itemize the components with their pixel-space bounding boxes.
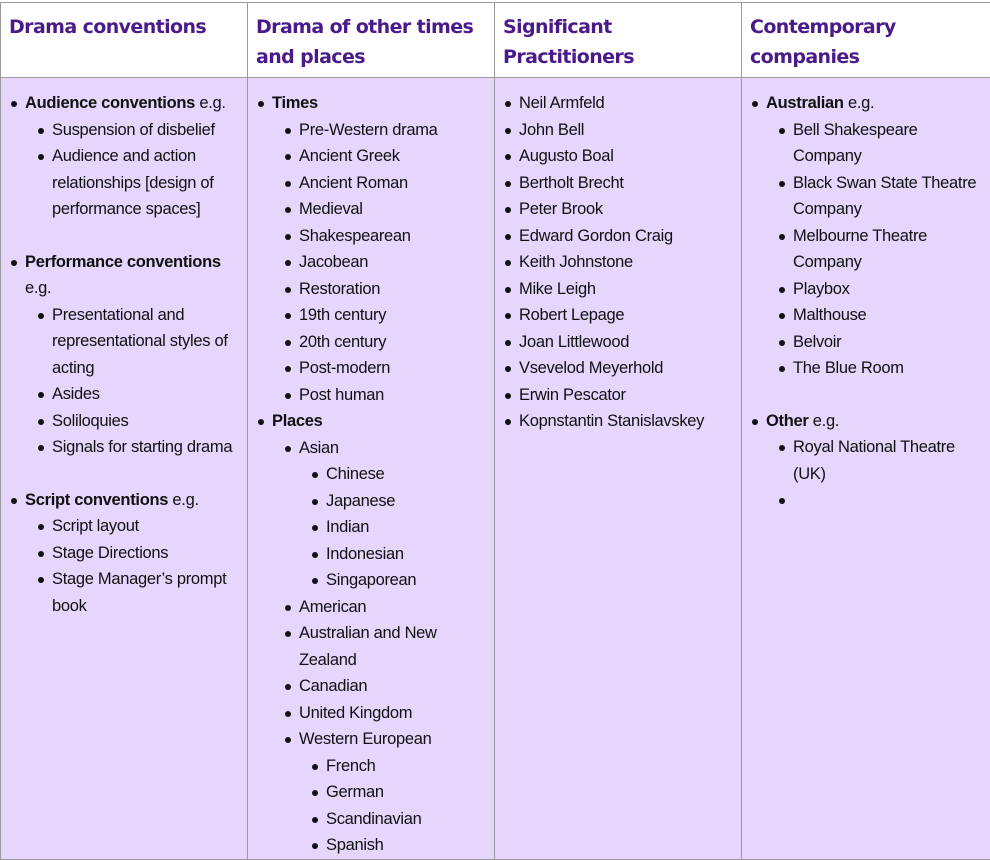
conventions-list — [9, 90, 247, 619]
header-drama-conventions: Drama conventions — [1, 3, 248, 78]
list-item: Signals for starting drama — [36, 434, 247, 461]
list-item: Script conventions e.g. Script layout Stage Directions Stage Manager’s prompt book — [9, 487, 247, 620]
list-item: Asides — [36, 381, 247, 408]
list-item: Medieval — [283, 196, 494, 223]
list-item: Post-modern — [283, 355, 494, 382]
list-item: Restoration — [283, 276, 494, 303]
list-item: Ancient Roman — [283, 170, 494, 197]
list-item: Script layout — [36, 513, 247, 540]
list-item: Presentational and representational styles of acting — [36, 302, 247, 382]
list-item: Audience and action relationships [design of performance spaces] — [36, 143, 247, 223]
list-item: 20th century — [283, 329, 494, 356]
list-item: Black Swan State Theatre Company — [777, 170, 990, 223]
list-item: Indonesian — [310, 541, 494, 568]
list-item: Canadian — [283, 673, 494, 700]
header-companies: Contemporary companies — [742, 3, 990, 78]
list-item: Shakespearean — [283, 223, 494, 250]
cell-times-places — [248, 78, 495, 860]
list-item: Melbourne Theatre Company — [777, 223, 990, 276]
list-item: Erwin Pescator — [503, 382, 741, 409]
drama-table — [0, 2, 990, 860]
content-row — [1, 78, 990, 860]
list-item: Royal National Theatre (UK) — [777, 434, 990, 487]
list-item: Soliloquies — [36, 408, 247, 435]
list-item: Times Pre-Western drama Ancient Greek Ancient Roman Medieval Shakespearean Jacobean Restoration 19th century 20th century Post-modern Post human — [256, 90, 494, 408]
list-item: Keith Johnstone — [503, 249, 741, 276]
list-item: Chinese — [310, 461, 494, 488]
list-item: Edward Gordon Craig — [503, 223, 741, 250]
list-item: Japanese — [310, 488, 494, 515]
list-item: Australian e.g. Bell Shakespeare Company Black Swan State Theatre Company Melbourne Theatre Company Playbox Malthouse Belvoir The Blue Room — [750, 90, 990, 382]
header-row — [1, 3, 990, 78]
list-item: Stage Manager’s prompt book — [36, 566, 247, 619]
list-item: United Kingdom — [283, 700, 494, 727]
header-practitioners: Significant Practitioners — [495, 3, 742, 78]
list-item: Kopnstantin Stanislavskey — [503, 408, 741, 435]
list-item: Post human — [283, 382, 494, 409]
list-item: Audience conventions e.g. Suspension of disbelief Audience and action relationships [design of performance spaces] — [9, 90, 247, 223]
list-item: 19th century — [283, 302, 494, 329]
list-item: Places Asian Chinese Japanese Indian Indonesian Singaporean American Australian and New Zealand Canadian United Kingdom Western European French German Scandinavian Spanish — [256, 408, 494, 859]
list-item: Neil Armfeld — [503, 90, 741, 117]
list-item: Stage Directions — [36, 540, 247, 567]
list-item: Ancient Greek — [283, 143, 494, 170]
list-item: Playbox — [777, 276, 990, 303]
cell-drama-conventions — [1, 78, 248, 860]
list-item: Augusto Boal — [503, 143, 741, 170]
list-item: Malthouse — [777, 302, 990, 329]
list-item: Australian and New Zealand — [283, 620, 494, 673]
companies-list — [750, 90, 990, 514]
list-item: Suspension of disbelief — [36, 117, 247, 144]
cell-companies — [742, 78, 990, 860]
list-item: Peter Brook — [503, 196, 741, 223]
times-places-list — [256, 90, 494, 859]
list-item: Indian — [310, 514, 494, 541]
list-item: The Blue Room — [777, 355, 990, 382]
list-item: John Bell — [503, 117, 741, 144]
practitioners-list — [503, 90, 741, 435]
list-item: American — [283, 594, 494, 621]
cell-practitioners — [495, 78, 742, 860]
list-item: Performance conventions e.g. Presentational and representational styles of acting Asides Soliloquies Signals for starting drama — [9, 249, 247, 461]
list-item: Spanish — [310, 832, 494, 859]
list-item: Bertholt Brecht — [503, 170, 741, 197]
list-item: Scandinavian — [310, 806, 494, 833]
list-item: Other e.g. Royal National Theatre (UK) — [750, 408, 990, 514]
list-item: Robert Lepage — [503, 302, 741, 329]
list-item: Joan Littlewood — [503, 329, 741, 356]
header-times-places: Drama of other times and places — [248, 3, 495, 78]
list-item: Vsevelod Meyerhold — [503, 355, 741, 382]
list-item: Asian Chinese Japanese Indian Indonesian Singaporean — [283, 435, 494, 594]
list-item: Bell Shakespeare Company — [777, 117, 990, 170]
list-item: Belvoir — [777, 329, 990, 356]
list-item: Pre-Western drama — [283, 117, 494, 144]
list-item: Singaporean — [310, 567, 494, 594]
list-item: French — [310, 753, 494, 780]
list-item: Mike Leigh — [503, 276, 741, 303]
list-item: Western European French German Scandinavian Spanish — [283, 726, 494, 859]
list-item: Jacobean — [283, 249, 494, 276]
list-item: German — [310, 779, 494, 806]
list-item-empty — [777, 487, 990, 514]
